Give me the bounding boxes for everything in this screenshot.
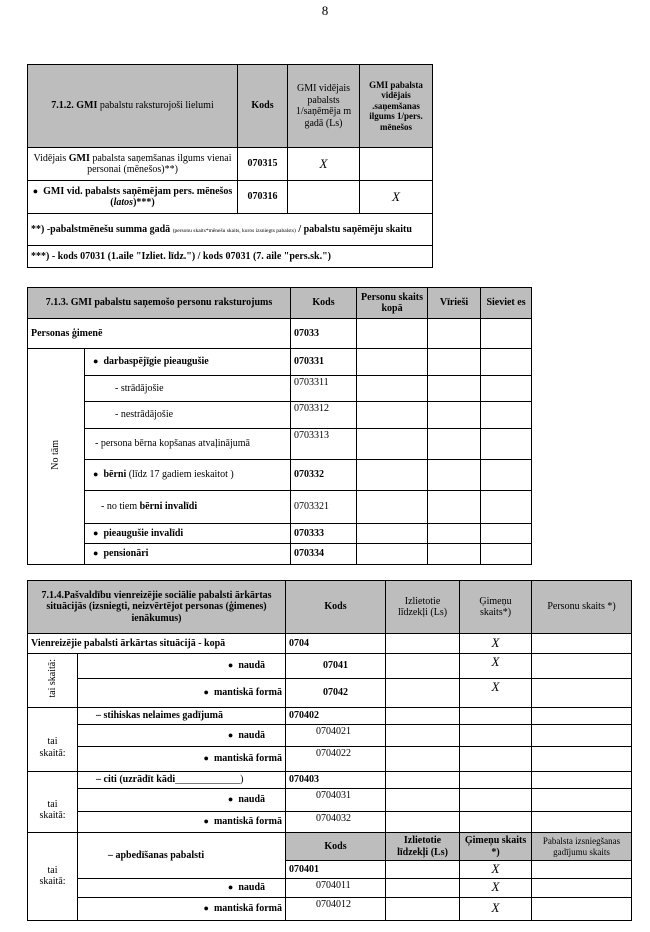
t714-other-cash-funds[interactable] xyxy=(386,789,460,812)
t714-disaster-kind-families[interactable] xyxy=(460,747,532,772)
t714-title: 7.1.4.Pašvaldību vienreizējie sociālie pabalsti ārkārtas situācijās (izsniegti, neizvērtējot personas (ģimenes) ienākumus) xyxy=(28,581,286,634)
t714-of-which-4: tai skaitā: xyxy=(28,833,78,921)
t712-row-duration-x: X xyxy=(288,148,360,181)
t714-row-disaster-in-kind: ● mantiskā formā xyxy=(78,747,286,772)
t714-row-other-cash: ● naudā xyxy=(78,789,286,812)
t714-funeral-kind-x: X xyxy=(460,897,532,920)
t714-row-disaster-cash: ● naudā xyxy=(78,725,286,747)
t713-leave-women[interactable] xyxy=(481,429,532,460)
bullet-icon xyxy=(204,753,214,764)
t714-disaster-funds[interactable] xyxy=(386,708,460,725)
t714-funeral-col-cases: Pabalsta izsniegšanas gadījumu skaits xyxy=(532,833,632,861)
t713-disabled-children-total[interactable] xyxy=(357,491,428,524)
t713-row-adults: ● darbaspējīgie pieaugušie xyxy=(85,349,291,376)
t712-row-duration-code: 070315 xyxy=(238,148,288,181)
t714-funeral-kind-code: 0704012 xyxy=(286,897,386,920)
t714-other-cash-families[interactable] xyxy=(460,789,532,812)
t712-note-1: **) -pabalstmēnešu summa gadā (personu skaits*mēnešu skaits, kuros izsniegts pabalsts) / pabalstu saņēmēju skaitu xyxy=(28,214,433,246)
t713-disabled-children-men[interactable] xyxy=(428,491,481,524)
bullet-icon xyxy=(93,548,103,559)
t713-disabled-adults-men[interactable] xyxy=(428,524,481,544)
t714-other-cash-persons[interactable] xyxy=(532,789,632,812)
t714-total-funds[interactable] xyxy=(386,634,460,654)
bullet-icon xyxy=(228,730,238,741)
t714-cash-x: X xyxy=(460,654,532,679)
t713-working-women[interactable] xyxy=(481,376,532,402)
bullet-icon xyxy=(228,794,238,805)
t714-funeral-cases[interactable] xyxy=(532,861,632,879)
t714-disaster-cash-code: 0704021 xyxy=(286,725,386,747)
t713-of-which: No tām xyxy=(28,349,85,565)
t713-notworking-code: 0703312 xyxy=(291,402,357,429)
t713-title: 7.1.3. GMI pabalstu saņemošo personu raksturojums xyxy=(28,288,291,319)
t712-col-avg-benefit: GMI vidējais pabalsts 1/saņēmēja m gadā (Ls) xyxy=(288,65,360,148)
t713-families-total[interactable] xyxy=(357,319,428,349)
t714-funeral-x: X xyxy=(460,861,532,879)
t714-disaster-kind-persons[interactable] xyxy=(532,747,632,772)
t714-disaster-families[interactable] xyxy=(460,708,532,725)
t714-cash-persons[interactable] xyxy=(532,654,632,679)
table-7-1-3 xyxy=(27,287,532,565)
t714-disaster-persons[interactable] xyxy=(532,708,632,725)
t713-leave-men[interactable] xyxy=(428,429,481,460)
t713-notworking-men[interactable] xyxy=(428,402,481,429)
t714-total-code: 0704 xyxy=(286,634,386,654)
t714-col-funds: Izlietotie līdzekļi (Ls) xyxy=(386,581,460,634)
t714-funeral-col-funds: Izlietotie līdzekļi (Ls) xyxy=(386,833,460,861)
t713-row-pensioners: ● pensionāri xyxy=(85,544,291,565)
t712-row-duration-value[interactable] xyxy=(360,148,433,181)
t714-other-cash-code: 0704031 xyxy=(286,789,386,812)
t713-disabled-adults-women[interactable] xyxy=(481,524,532,544)
page-number: 8 xyxy=(321,3,329,18)
t713-col-kods: Kods xyxy=(291,288,357,319)
t714-row-other: – citi (uzrādīt kādi_____________) xyxy=(78,772,286,789)
t713-row-disabled-adults: ● pieaugušie invalīdi xyxy=(85,524,291,544)
t712-row-benefit-x: X xyxy=(360,181,433,214)
t713-adults-code: 070331 xyxy=(291,349,357,376)
t714-of-which-3: tai skaitā: xyxy=(28,789,78,833)
t712-col-kods: Kods xyxy=(238,65,288,148)
t714-other-persons[interactable] xyxy=(532,772,632,789)
t713-row-families: Personas ģimenē xyxy=(28,319,291,349)
t714-funeral-cash-cases[interactable] xyxy=(532,878,632,897)
t714-total-x: X xyxy=(460,634,532,654)
t713-pensioners-total[interactable] xyxy=(357,544,428,565)
t713-col-women: Sieviet es xyxy=(481,288,532,319)
bullet-icon xyxy=(93,528,103,539)
t713-adults-total[interactable] xyxy=(357,349,428,376)
bullet-icon xyxy=(204,816,214,827)
t714-row-other-in-kind: ● mantiskā formā xyxy=(78,812,286,833)
t714-total-persons[interactable] xyxy=(532,634,632,654)
t713-families-women[interactable] xyxy=(481,319,532,349)
t713-families-men[interactable] xyxy=(428,319,481,349)
bullet-icon xyxy=(93,356,103,367)
t714-row-disaster: – stihiskas nelaimes gadījumā xyxy=(78,708,286,725)
t713-row-children: ● bērni (līdz 17 gadiem ieskaitot ) xyxy=(85,460,291,491)
t714-row-cash: ● naudā xyxy=(78,654,286,679)
t714-row-funeral-cash: ● naudā xyxy=(78,878,286,897)
t713-disabled-children-code: 0703321 xyxy=(291,491,357,524)
t714-row-funeral-in-kind: ● mantiskā formā xyxy=(78,897,286,920)
t713-families-code: 07033 xyxy=(291,319,357,349)
t712-row-benefit-value[interactable] xyxy=(288,181,360,214)
t714-funeral-cash-code: 0704011 xyxy=(286,878,386,897)
t714-funeral-code: 070401 xyxy=(286,861,386,879)
t714-row-funeral: – apbedīšanas pabalsti xyxy=(78,833,286,879)
t712-col-avg-duration: GMI pabalsta vidējais .saņemšanas ilgums 1/pers. mēnešos xyxy=(360,65,433,148)
t713-disabled-children-women[interactable] xyxy=(481,491,532,524)
t714-disaster-kind-funds[interactable] xyxy=(386,747,460,772)
t713-adults-men[interactable] xyxy=(428,349,481,376)
t714-disaster-cash-funds[interactable] xyxy=(386,725,460,747)
t714-of-which-1: tai skaitā: xyxy=(28,654,78,708)
t712-note-2: ***) - kods 07031 (1.aile "Izliet. līdz.") / kods 07031 (7. aile "pers.sk.") xyxy=(28,246,433,268)
t714-of-which-2: tai skaitā: xyxy=(28,725,78,772)
t713-row-notworking: - nestrādājošie xyxy=(85,402,291,429)
t713-leave-total[interactable] xyxy=(357,429,428,460)
t714-row-total: Vienreizējie pabalsti ārkārtas situācijā - kopā xyxy=(28,634,286,654)
t713-col-men: Vīrieši xyxy=(428,288,481,319)
t714-other-kind-persons[interactable] xyxy=(532,812,632,833)
t714-col-families: Ģimeņu skaits*) xyxy=(460,581,532,634)
t713-disabled-adults-code: 070333 xyxy=(291,524,357,544)
t714-other-kind-families[interactable] xyxy=(460,812,532,833)
t714-other-families[interactable] xyxy=(460,772,532,789)
t712-row-benefit: ● GMI vid. pabalsts saņēmējam pers. mēnešos (latos)***) xyxy=(28,181,238,214)
t714-other-kind-code: 0704032 xyxy=(286,812,386,833)
t713-pensioners-women[interactable] xyxy=(481,544,532,565)
t713-working-total[interactable] xyxy=(357,376,428,402)
t714-row-in-kind: ● mantiskā formā xyxy=(78,679,286,708)
t713-row-working: - strādājošie xyxy=(85,376,291,402)
t714-col-persons: Personu skaits *) xyxy=(532,581,632,634)
bullet-icon xyxy=(228,660,238,671)
t714-other-kind-funds[interactable] xyxy=(386,812,460,833)
t713-leave-code: 0703313 xyxy=(291,429,357,460)
t712-row-duration: Vidējais GMI pabalsta saņemšanas ilgums vienai personai (mēnešos)**) xyxy=(28,148,238,181)
t714-funeral-funds[interactable] xyxy=(386,861,460,879)
t714-cash-funds[interactable] xyxy=(386,654,460,679)
t713-children-code: 070332 xyxy=(291,460,357,491)
t714-in-kind-code: 07042 xyxy=(286,679,386,708)
t714-col-kods: Kods xyxy=(286,581,386,634)
t714-in-kind-x: X xyxy=(460,679,532,708)
t714-cash-code: 07041 xyxy=(286,654,386,679)
t714-funeral-col-families: Ģimeņu skaits *) xyxy=(460,833,532,861)
t713-working-men[interactable] xyxy=(428,376,481,402)
t714-disaster-code: 070402 xyxy=(286,708,386,725)
t713-children-women[interactable] xyxy=(481,460,532,491)
t713-children-men[interactable] xyxy=(428,460,481,491)
table-7-1-2 xyxy=(27,64,433,268)
t714-funeral-kind-cases[interactable] xyxy=(532,897,632,920)
t714-disaster-kind-code: 0704022 xyxy=(286,747,386,772)
t712-row-benefit-code: 070316 xyxy=(238,181,288,214)
t713-row-disabled-children: - no tiem bērni invalīdi xyxy=(85,491,291,524)
bullet-icon xyxy=(204,903,214,914)
bullet-icon xyxy=(204,687,214,698)
t714-in-kind-persons[interactable] xyxy=(532,679,632,708)
t714-funeral-cash-x: X xyxy=(460,878,532,897)
t713-col-total: Personu skaits kopā xyxy=(357,288,428,319)
t714-disaster-cash-persons[interactable] xyxy=(532,725,632,747)
bullet-icon xyxy=(228,882,238,893)
t714-disaster-cash-families[interactable] xyxy=(460,725,532,747)
t713-notworking-women[interactable] xyxy=(481,402,532,429)
t713-working-code: 0703311 xyxy=(291,376,357,402)
t714-other-code: 070403 xyxy=(286,772,386,789)
bullet-icon xyxy=(33,186,43,197)
t713-disabled-adults-total[interactable] xyxy=(357,524,428,544)
t714-funeral-cash-funds[interactable] xyxy=(386,878,460,897)
t714-in-kind-funds[interactable] xyxy=(386,679,460,708)
t714-other-funds[interactable] xyxy=(386,772,460,789)
t713-pensioners-men[interactable] xyxy=(428,544,481,565)
table-7-1-4 xyxy=(27,580,632,921)
t714-funeral-col-kods: Kods xyxy=(286,833,386,861)
t713-notworking-total[interactable] xyxy=(357,402,428,429)
t714-funeral-kind-funds[interactable] xyxy=(386,897,460,920)
bullet-icon xyxy=(93,469,103,480)
t713-row-leave: - persona bērna kopšanas atvaļinājumā xyxy=(85,429,291,460)
t712-title: 7.1.2. GMI pabalstu raksturojoši lielumi xyxy=(28,65,238,148)
t713-children-total[interactable] xyxy=(357,460,428,491)
t713-pensioners-code: 070334 xyxy=(291,544,357,565)
t713-adults-women[interactable] xyxy=(481,349,532,376)
